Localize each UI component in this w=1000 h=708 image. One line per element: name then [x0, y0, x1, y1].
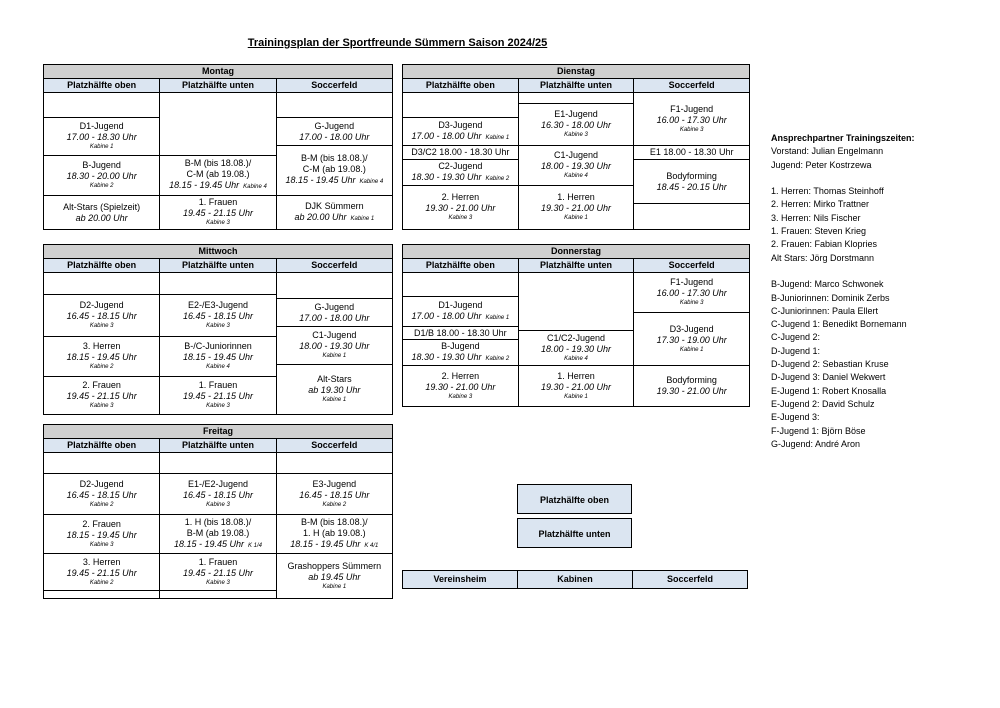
- team-name: E2-/E3-Jugend: [187, 300, 249, 310]
- slot-cell: [403, 340, 518, 366]
- slot-cell: [403, 118, 518, 146]
- team-name: D2-Jugend: [79, 478, 124, 489]
- slot-cell: [403, 366, 518, 407]
- column-oben: [44, 93, 160, 230]
- team-name: C1-Jugend: [312, 330, 357, 340]
- time-range: 16.45 - 18.15 Uhr: [66, 489, 137, 500]
- time-range: 18.15 - 19.45 Uhr: [66, 529, 137, 540]
- slot-cell: [44, 156, 159, 196]
- team-name: Bodyforming: [666, 170, 717, 181]
- contact-line: E-Jugend 1: Robert Knosalla: [771, 385, 887, 396]
- time-range: 16.45 - 18.15 Uhr: [182, 489, 254, 500]
- team-name: B-Jugend: [82, 160, 121, 170]
- team-name: E1-/E2-Jugend: [187, 478, 249, 489]
- slot-cell: [277, 554, 392, 599]
- slot-cell: [519, 331, 634, 366]
- empty-cell: [44, 93, 159, 118]
- slot-cell: [160, 554, 275, 591]
- slot-cell: [403, 297, 518, 327]
- time-range: 18.15 - 19.45 Uhr: [66, 352, 137, 362]
- cabin-label: K 1/4: [248, 542, 263, 549]
- contact-line: D-Jugend 3: Daniel Wekwert: [771, 372, 886, 383]
- contact-line: E-Jugend 2: David Schulz: [771, 398, 875, 409]
- column-header-soccer: Soccerfeld: [311, 80, 358, 90]
- cabin-label: K 4/1: [364, 542, 379, 549]
- contact-line: Alt Stars: Jörg Dorstmann: [771, 252, 875, 263]
- slot-cell: [160, 377, 275, 415]
- column-header-row: [44, 439, 392, 453]
- page-title: Trainingsplan der Sportfreunde Sümmern Saison 2024/25: [247, 37, 548, 49]
- footer-vereinsheim: Vereinsheim: [403, 571, 518, 588]
- slot-cell: [277, 327, 392, 365]
- cabin-label: Kabine 2: [89, 364, 114, 370]
- slot-cell: [519, 146, 634, 186]
- time-range: 18.00 - 19.30 Uhr: [540, 343, 612, 354]
- team-name: 2. Frauen: [82, 518, 121, 529]
- time-range: 17.00 - 18.30 Uhr: [66, 132, 137, 142]
- slot-cell: [277, 146, 392, 196]
- team-name: G-Jugend: [314, 301, 355, 312]
- team-name: D1/B 18.00 - 18.30 Uhr: [414, 327, 507, 338]
- slot-cell: [160, 337, 275, 377]
- column-unten: [519, 93, 635, 230]
- time-range: 18.15 - 19.45 Uhr: [182, 352, 254, 362]
- column-header-row: [44, 259, 392, 273]
- team-name: D2-Jugend: [79, 300, 124, 310]
- column-oben: [403, 273, 519, 407]
- column-header-unten: Platzhälfte unten: [519, 259, 635, 272]
- team-name: 3. Herren: [82, 341, 121, 351]
- cabin-label: Kabine 4: [564, 355, 588, 362]
- contact-line: E-Jugend 3:: [771, 412, 820, 423]
- slot-cell: [277, 365, 392, 415]
- team-name: D3-Jugend: [438, 119, 483, 130]
- contact-line: C-Jugend 2:: [771, 332, 821, 343]
- time-range: 18.15 - 19.45 Uhr: [169, 180, 240, 190]
- slot-cell: [44, 337, 159, 377]
- team-name: B-/C-Juniorinnen: [184, 341, 252, 351]
- team-name: D3/C2 18.00 - 18.30 Uhr: [411, 147, 510, 157]
- slot-cell: [44, 295, 159, 337]
- contact-line: 1. Frauen: Steven Krieg: [771, 226, 867, 237]
- time-range: ab 20.00 Uhr: [294, 211, 347, 222]
- time-range: 16.45 - 18.15 Uhr: [182, 311, 254, 321]
- column-header-row: [44, 79, 392, 93]
- slot-cell: [277, 299, 392, 327]
- empty-cell: [519, 273, 634, 331]
- time-range: 19.45 - 21.15 Uhr: [66, 391, 137, 401]
- day-header-dienstag: Dienstag: [403, 64, 749, 79]
- team-name: E3-Jugend: [312, 478, 357, 489]
- slot-cell: [634, 146, 749, 160]
- cabin-label: Kabine 2: [485, 355, 510, 362]
- time-range: 19.30 - 21.00 Uhr: [425, 203, 496, 213]
- team-name: 1. Herren: [557, 370, 595, 381]
- empty-cell: [160, 591, 275, 599]
- column-header-unten: Platzhälfte unten: [160, 79, 276, 92]
- time-range: 17.00 - 18.00 Uhr: [299, 312, 370, 323]
- column-header-soccer: Soccerfeld: [311, 440, 358, 450]
- time-range: 19.45 - 21.15 Uhr: [182, 567, 254, 578]
- time-range: 16.00 - 17.30 Uhr: [656, 114, 727, 125]
- cabin-label: Kabine 3: [448, 393, 473, 400]
- slot-cell: [519, 104, 634, 146]
- footer-soccerfeld: Soccerfeld: [666, 574, 714, 584]
- cabin-label: Kabine 2: [89, 579, 114, 586]
- time-range: ab 20.00 Uhr: [75, 212, 128, 223]
- team-name: G-Jugend: [314, 120, 355, 131]
- slot-cell: [44, 515, 159, 554]
- column-unten: [160, 453, 276, 599]
- empty-cell: [403, 93, 518, 118]
- column-header-soccer: Soccerfeld: [668, 260, 715, 270]
- day-header-freitag: Freitag: [44, 424, 392, 439]
- time-range: ab 19.30 Uhr: [308, 385, 361, 395]
- cabin-label: Kabine 3: [89, 323, 114, 329]
- column-soccer: [277, 273, 392, 415]
- cabin-label: Kabine 3: [89, 541, 114, 548]
- cabin-label: Kabine 1: [485, 314, 510, 321]
- table-dienstag: [402, 64, 750, 230]
- team-name: 2. Herren: [441, 192, 480, 202]
- table-freitag: [43, 424, 393, 599]
- slot-cell: [519, 186, 634, 230]
- contact-line: G-Jugend: André Aron: [771, 438, 861, 449]
- contact-line: F-Jugend 1: Björn Böse: [771, 425, 866, 436]
- time-range: 18.30 - 19.30 Uhr: [411, 171, 482, 182]
- slot-cell: [277, 474, 392, 515]
- team-name: E1 18.00 - 18.30 Uhr: [649, 147, 734, 157]
- cabin-label: Kabine 3: [206, 579, 230, 586]
- contact-line: Jugend: Peter Kostrzewa: [771, 159, 872, 170]
- cabin-label: Kabine 3: [564, 132, 588, 138]
- cabin-label: Kabine 2: [485, 175, 510, 182]
- cabin-label: Kabine 3: [206, 323, 230, 329]
- empty-cell: [160, 273, 275, 295]
- time-range: 18.15 - 19.45 Uhr: [285, 175, 356, 185]
- cabin-label: Kabine 1: [322, 397, 347, 403]
- team-name: F1-Jugend: [670, 277, 714, 287]
- slot-cell: [403, 146, 518, 160]
- team-name: C1/C2-Jugend: [546, 332, 606, 343]
- team-name: 1. Herren: [557, 192, 595, 202]
- table-donnerstag: [402, 244, 750, 407]
- column-header-oben: Platzhälfte oben: [44, 79, 160, 92]
- time-range: 18.30 - 19.30 Uhr: [411, 351, 482, 362]
- footer-kabinen: Kabinen: [518, 571, 633, 588]
- team-name: 1. H (ab 19.08.): [303, 527, 366, 538]
- slot-cell: [403, 160, 518, 186]
- column-header-oben: Platzhälfte oben: [44, 439, 160, 452]
- column-header-unten: Platzhälfte unten: [160, 439, 276, 452]
- cabin-label: Kabine 1: [350, 215, 375, 222]
- empty-cell: [44, 453, 159, 474]
- column-unten: [160, 273, 276, 415]
- team-name: B-Jugend: [441, 340, 480, 351]
- cabin-label: Kabine 3: [89, 403, 114, 409]
- cabin-label: Kabine 3: [206, 403, 230, 409]
- slot-cell: [403, 186, 518, 230]
- column-soccer: [634, 273, 749, 407]
- slot-cell: [160, 196, 275, 230]
- time-range: 17.00 - 18.00 Uhr: [411, 130, 482, 141]
- team-name: Bodyforming: [666, 375, 717, 385]
- slot-cell: [44, 474, 159, 515]
- column-unten: [519, 273, 635, 407]
- time-range: 18.00 - 19.30 Uhr: [299, 341, 370, 351]
- cabin-label: Kabine 3: [206, 501, 230, 508]
- time-range: 18.00 - 19.30 Uhr: [540, 161, 612, 171]
- cabin-label: Kabine 1: [679, 346, 704, 353]
- team-name: B-M (ab 19.08.): [186, 527, 250, 538]
- cabin-label: Kabine 1: [564, 215, 588, 221]
- time-range: 18.30 - 20.00 Uhr: [66, 171, 137, 181]
- cabin-label: Kabine 1: [322, 353, 347, 359]
- empty-cell: [44, 273, 159, 295]
- cabin-label: Kabine 3: [679, 126, 704, 133]
- cabin-label: Kabine 3: [448, 215, 473, 221]
- column-header-row: [403, 79, 749, 93]
- column-header-soccer: Soccerfeld: [311, 260, 358, 270]
- contacts-panel: [771, 132, 915, 451]
- empty-cell: [277, 273, 392, 299]
- column-soccer: [277, 93, 392, 230]
- column-oben: [403, 93, 519, 230]
- cabin-label: Kabine 1: [322, 583, 347, 590]
- cabin-label: Kabine 4: [564, 173, 588, 179]
- time-range: 17.30 - 19.00 Uhr: [656, 334, 727, 345]
- team-name: C-M (ab 19.08.): [186, 169, 250, 179]
- time-range: 17.00 - 18.00 Uhr: [299, 131, 370, 142]
- legend-platzhaelfte-unten: Platzhälfte unten: [517, 518, 632, 548]
- team-name: 1. Frauen: [198, 197, 238, 207]
- empty-cell: [160, 93, 275, 156]
- cabin-label: Kabine 3: [206, 220, 230, 226]
- time-range: 19.30 - 21.00 Uhr: [656, 386, 727, 396]
- contact-line: B-Juniorinnen: Dominik Zerbs: [771, 292, 890, 303]
- slot-cell: [634, 273, 749, 313]
- team-name: B-M (bis 18.08.)/: [184, 158, 252, 168]
- team-name: D1-Jugend: [438, 299, 483, 310]
- contact-line: 2. Herren: Mirko Trattner: [771, 199, 870, 210]
- team-name: DJK Sümmern: [305, 200, 364, 211]
- time-range: ab 19.45 Uhr: [308, 571, 361, 582]
- column-header-oben: Platzhälfte oben: [403, 259, 519, 272]
- cabin-label: Kabine 1: [485, 134, 510, 141]
- column-oben: [44, 453, 160, 599]
- time-range: 19.45 - 21.15 Uhr: [66, 567, 137, 578]
- column-header-oben: Platzhälfte oben: [403, 79, 519, 92]
- slot-cell: [44, 377, 159, 415]
- cabin-label: Kabine 1: [89, 144, 114, 150]
- slot-cell: [160, 474, 275, 515]
- team-name: E1-Jugend: [554, 109, 598, 119]
- slot-cell: [160, 156, 275, 196]
- contact-line: Vorstand: Julian Engelmann: [771, 146, 884, 157]
- contact-line: C-Jugend 1: Benedikt Bornemann: [771, 319, 907, 330]
- slot-cell: [44, 196, 159, 230]
- slot-cell: [44, 554, 159, 591]
- column-header-unten: Platzhälfte unten: [519, 79, 635, 92]
- column-soccer: [634, 93, 749, 230]
- cabin-label: Kabine 4: [359, 179, 384, 185]
- empty-cell: [519, 93, 634, 104]
- slot-cell: [160, 295, 275, 337]
- time-range: 18.45 - 20.15 Uhr: [656, 181, 727, 192]
- slot-cell: [634, 366, 749, 407]
- time-range: 16.45 - 18.15 Uhr: [66, 311, 137, 321]
- footer-legend-row: [402, 570, 748, 589]
- day-header-donnerstag: Donnerstag: [403, 244, 749, 259]
- column-unten: [160, 93, 276, 230]
- day-header-montag: Montag: [44, 64, 392, 79]
- contact-line: D-Jugend 2: Sebastian Kruse: [771, 359, 889, 370]
- team-name: 1. Frauen: [198, 380, 238, 390]
- table-montag: [43, 64, 393, 230]
- table-mittwoch: [43, 244, 393, 415]
- contact-line: C-Juniorinnen: Paula Ellert: [771, 305, 879, 316]
- contact-line: B-Jugend: Marco Schwonek: [771, 279, 884, 290]
- empty-cell: [403, 273, 518, 297]
- slot-cell: [519, 366, 634, 407]
- empty-cell: [44, 591, 159, 599]
- team-name: 3. Herren: [82, 556, 121, 567]
- time-range: 17.00 - 18.00 Uhr: [411, 310, 482, 321]
- day-header-mittwoch: Mittwoch: [44, 244, 392, 259]
- time-range: 18.15 - 19.45 Uhr: [173, 538, 244, 549]
- time-range: 19.30 - 21.00 Uhr: [425, 381, 496, 392]
- cabin-label: Kabine 1: [564, 393, 588, 400]
- column-oben: [44, 273, 160, 415]
- contact-line: D-Jugend 1:: [771, 345, 821, 356]
- cabin-label: Kabine 4: [243, 184, 267, 190]
- time-range: 19.30 - 21.00 Uhr: [540, 381, 612, 392]
- column-header-row: [403, 259, 749, 273]
- slot-cell: [277, 515, 392, 554]
- team-name: F1-Jugend: [670, 103, 714, 114]
- team-name: 1. H (bis 18.08.)/: [184, 516, 252, 527]
- team-name: D3-Jugend: [669, 323, 714, 334]
- time-range: 16.30 - 18.00 Uhr: [540, 120, 612, 130]
- team-name: 2. Frauen: [82, 380, 121, 390]
- empty-cell: [277, 453, 392, 474]
- team-name: 2. Herren: [441, 370, 480, 381]
- team-name: Alt-Stars (Spielzeit): [63, 201, 141, 212]
- team-name: C1-Jugend: [553, 150, 599, 160]
- time-range: 19.45 - 21.15 Uhr: [182, 391, 254, 401]
- slot-cell: [160, 515, 275, 554]
- team-name: D1-Jugend: [79, 121, 124, 131]
- contact-line: 2. Frauen: Fabian Klopries: [771, 239, 878, 250]
- cabin-label: Kabine 3: [679, 300, 704, 306]
- contact-line: 1. Herren: Thomas Steinhoff: [771, 186, 884, 197]
- team-name: Grashoppers Sümmern: [287, 560, 382, 571]
- cabin-label: Kabine 2: [89, 183, 114, 189]
- cabin-label: Kabine 2: [322, 501, 347, 508]
- team-name: Alt-Stars: [317, 374, 352, 384]
- slot-cell: [403, 327, 518, 340]
- empty-cell: [160, 453, 275, 474]
- slot-cell: [634, 160, 749, 204]
- legend-platzhaelfte-oben: Platzhälfte oben: [517, 484, 632, 514]
- team-name: C2-Jugend: [438, 160, 483, 171]
- time-range: 16.00 - 17.30 Uhr: [656, 288, 727, 298]
- team-name: 1. Frauen: [198, 556, 238, 567]
- column-header-oben: Platzhälfte oben: [44, 259, 160, 272]
- time-range: 19.45 - 21.15 Uhr: [182, 208, 254, 218]
- slot-cell: [277, 196, 392, 230]
- cabin-label: Kabine 2: [89, 501, 114, 508]
- contact-line: 3. Herren: Nils Fischer: [771, 212, 861, 223]
- slot-cell: [44, 118, 159, 156]
- slot-cell: [634, 313, 749, 366]
- empty-cell: [277, 93, 392, 118]
- slot-cell: [634, 93, 749, 146]
- team-name: C-M (ab 19.08.): [302, 164, 366, 174]
- team-name: B-M (bis 18.08.)/: [301, 153, 368, 163]
- time-range: 16.45 - 18.15 Uhr: [299, 489, 370, 500]
- column-soccer: [277, 453, 392, 599]
- team-name: B-M (bis 18.08.)/: [301, 516, 368, 527]
- cabin-label: Kabine 4: [206, 364, 230, 370]
- slot-cell: [277, 118, 392, 146]
- empty-cell: [634, 204, 749, 230]
- time-range: 19.30 - 21.00 Uhr: [540, 203, 612, 213]
- column-header-unten: Platzhälfte unten: [160, 259, 276, 272]
- contacts-heading: Ansprechpartner Trainingszeiten:: [771, 133, 915, 143]
- column-header-soccer: Soccerfeld: [668, 80, 715, 90]
- time-range: 18.15 - 19.45 Uhr: [290, 538, 361, 549]
